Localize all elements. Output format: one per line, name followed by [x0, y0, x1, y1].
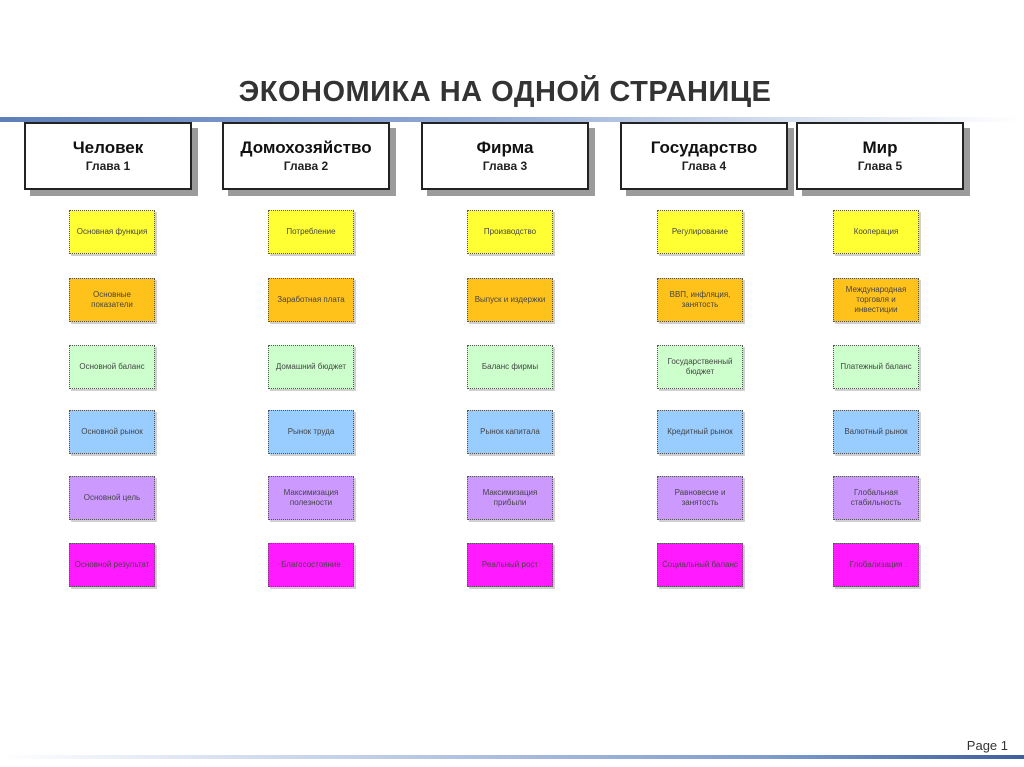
- diagram-cell: Рынок труда: [268, 410, 354, 454]
- column-chapter: Глава 1: [85, 159, 131, 173]
- diagram-cell: Регулирование: [657, 210, 743, 254]
- column-chapter: Глава 5: [857, 159, 903, 173]
- diagram-cell: Максимизация полезности: [268, 476, 354, 520]
- diagram-cell: Государственный бюджет: [657, 345, 743, 389]
- column-title: Мир: [862, 138, 898, 157]
- footer-line: [0, 755, 1024, 759]
- diagram-cell: Домашний бюджет: [268, 345, 354, 389]
- diagram-cell: Социальный баланс: [657, 543, 743, 587]
- diagram-cell: Кооперация: [833, 210, 919, 254]
- diagram-cell: Рынок капитала: [467, 410, 553, 454]
- diagram-cell: Международная торговля и инвестиции: [833, 278, 919, 322]
- column-header: [24, 122, 192, 190]
- page-number: Page 1: [966, 738, 1008, 753]
- page-title: ЭКОНОМИКА НА ОДНОЙ СТРАНИЦЕ: [238, 76, 772, 108]
- diagram-cell: Равновесие и занятость: [657, 476, 743, 520]
- diagram-cell: Потребление: [268, 210, 354, 254]
- diagram-cell: Валютный рынок: [833, 410, 919, 454]
- diagram-cell: Глобализация: [833, 543, 919, 587]
- diagram-cell: Основной результат: [69, 543, 155, 587]
- diagram-cell: Основной цель: [69, 476, 155, 520]
- diagram-cell: Благосостояние: [268, 543, 354, 587]
- diagram-cell: Основные показатели: [69, 278, 155, 322]
- column-title: Человек: [72, 138, 144, 157]
- column-chapter: Глава 4: [681, 159, 727, 173]
- column-header: [421, 122, 589, 190]
- column-title: Домохозяйство: [240, 138, 372, 157]
- diagram-cell: Кредитный рынок: [657, 410, 743, 454]
- diagram-cell: Производство: [467, 210, 553, 254]
- diagram-cell: Основной рынок: [69, 410, 155, 454]
- diagram-cell: Реальный рост: [467, 543, 553, 587]
- diagram-cell: Выпуск и издержки: [467, 278, 553, 322]
- diagram-cell: Основной баланс: [69, 345, 155, 389]
- diagram-cell: Баланс фирмы: [467, 345, 553, 389]
- column-header: [796, 122, 964, 190]
- diagram-cell: Максимизация прибыли: [467, 476, 553, 520]
- diagram-cell: Платежный баланс: [833, 345, 919, 389]
- diagram-cell: Глобальная стабильность: [833, 476, 919, 520]
- diagram-cell: Основная функция: [69, 210, 155, 254]
- column-title: Государство: [650, 138, 758, 157]
- column-chapter: Глава 2: [283, 159, 329, 173]
- column-header: [222, 122, 390, 190]
- column-header: [620, 122, 788, 190]
- diagram-cell: ВВП, инфляция, занятость: [657, 278, 743, 322]
- diagram-cell: Заработная плата: [268, 278, 354, 322]
- column-title: Фирма: [476, 138, 534, 157]
- column-chapter: Глава 3: [482, 159, 528, 173]
